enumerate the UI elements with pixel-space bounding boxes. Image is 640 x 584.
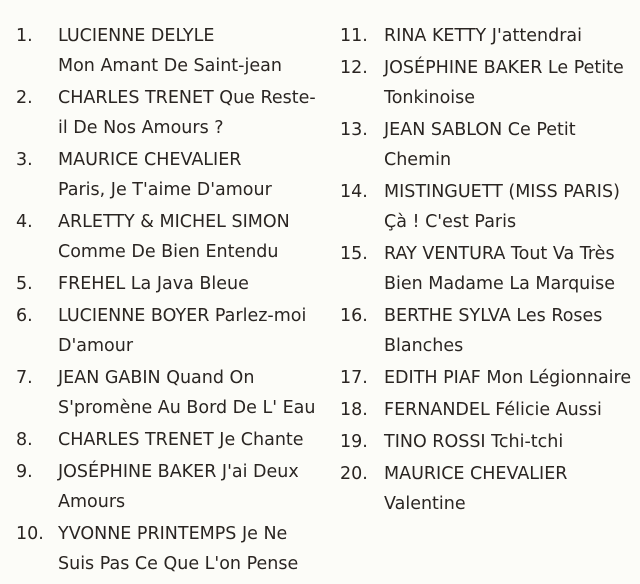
track-title-line: JEAN GABIN Quand On (58, 368, 255, 388)
track-title-line: Valentine (384, 494, 466, 514)
track-entry (16, 207, 316, 267)
track-title-line: ARLETTY & MICHEL SIMON (58, 212, 290, 232)
track-title-line: Chemin (384, 150, 452, 170)
track-entry (16, 21, 316, 81)
track-number: 14. (340, 182, 368, 202)
track-entry (16, 363, 316, 423)
track-entry (16, 269, 316, 299)
track-number: 11. (340, 26, 368, 46)
track-entry (340, 53, 640, 113)
track-title-line: MAURICE CHEVALIER (58, 150, 242, 170)
track-entry (340, 363, 640, 393)
track-entry (340, 239, 640, 299)
track-entry (16, 301, 316, 361)
track-number: 9. (16, 462, 33, 482)
track-title-line: RAY VENTURA Tout Va Très (384, 244, 615, 264)
track-title-line: FERNANDEL Félicie Aussi (384, 400, 602, 420)
track-number: 3. (16, 150, 33, 170)
track-entry (340, 395, 640, 425)
track-title-line: Comme De Bien Entendu (58, 242, 279, 262)
track-number: 17. (340, 368, 368, 388)
track-entry (340, 427, 640, 457)
track-entry (16, 457, 316, 517)
track-title-line: il De Nos Amours ? (58, 118, 224, 138)
track-title-line: TINO ROSSI Tchi-tchi (384, 432, 564, 452)
track-entry (340, 301, 640, 361)
track-number: 2. (16, 88, 33, 108)
track-title-line: Suis Pas Ce Que L'on Pense (58, 554, 299, 574)
track-number: 13. (340, 120, 368, 140)
track-entry (16, 519, 316, 579)
track-title-line: Paris, Je T'aime D'amour (58, 180, 272, 200)
track-number: 19. (340, 432, 368, 452)
track-number: 6. (16, 306, 33, 326)
track-number: 20. (340, 464, 368, 484)
track-title-line: Bien Madame La Marquise (384, 274, 616, 294)
track-number: 10. (16, 524, 44, 544)
track-number: 7. (16, 368, 33, 388)
track-title-line: FREHEL La Java Bleue (58, 274, 249, 294)
track-title-line: JOSÉPHINE BAKER Le Petite (384, 58, 624, 78)
track-number: 5. (16, 274, 33, 294)
track-title-line: Amours (58, 492, 126, 512)
track-title-line: CHARLES TRENET Je Chante (58, 430, 304, 450)
track-title-line: Mon Amant De Saint-jean (58, 56, 282, 76)
track-entry (340, 115, 640, 175)
track-entry (340, 21, 640, 51)
track-entry (16, 83, 316, 143)
track-title-line: RINA KETTY J'attendrai (384, 26, 582, 46)
track-number: 1. (16, 26, 33, 46)
track-number: 15. (340, 244, 368, 264)
track-title-line: EDITH PIAF Mon Légionnaire (384, 368, 632, 388)
track-title-line: Çà ! C'est Paris (384, 212, 517, 232)
tracklist-left-column (16, 21, 316, 581)
track-title-line: BERTHE SYLVA Les Roses (384, 306, 603, 326)
track-entry (340, 177, 640, 237)
tracklist-right-column (340, 21, 640, 521)
track-title-line: LUCIENNE BOYER Parlez-moi (58, 306, 307, 326)
track-number: 16. (340, 306, 368, 326)
track-title-line: MISTINGUETT (MISS PARIS) (384, 182, 620, 202)
track-entry (16, 145, 316, 205)
track-title-line: LUCIENNE DELYLE (58, 26, 215, 46)
track-title-line: S'promène Au Bord De L' Eau (58, 398, 316, 418)
track-title-line: Blanches (384, 336, 464, 356)
track-number: 4. (16, 212, 33, 232)
track-title-line: D'amour (58, 336, 134, 356)
track-title-line: YVONNE PRINTEMPS Je Ne (58, 524, 288, 544)
track-entry (16, 425, 316, 455)
track-title-line: CHARLES TRENET Que Reste- (58, 88, 316, 108)
track-title-line: JEAN SABLON Ce Petit (384, 120, 576, 140)
track-title-line: JOSÉPHINE BAKER J'ai Deux (58, 462, 299, 482)
track-entry (340, 459, 640, 519)
track-number: 8. (16, 430, 33, 450)
track-number: 12. (340, 58, 368, 78)
track-title-line: Tonkinoise (384, 88, 476, 108)
track-title-line: MAURICE CHEVALIER (384, 464, 568, 484)
track-number: 18. (340, 400, 368, 420)
